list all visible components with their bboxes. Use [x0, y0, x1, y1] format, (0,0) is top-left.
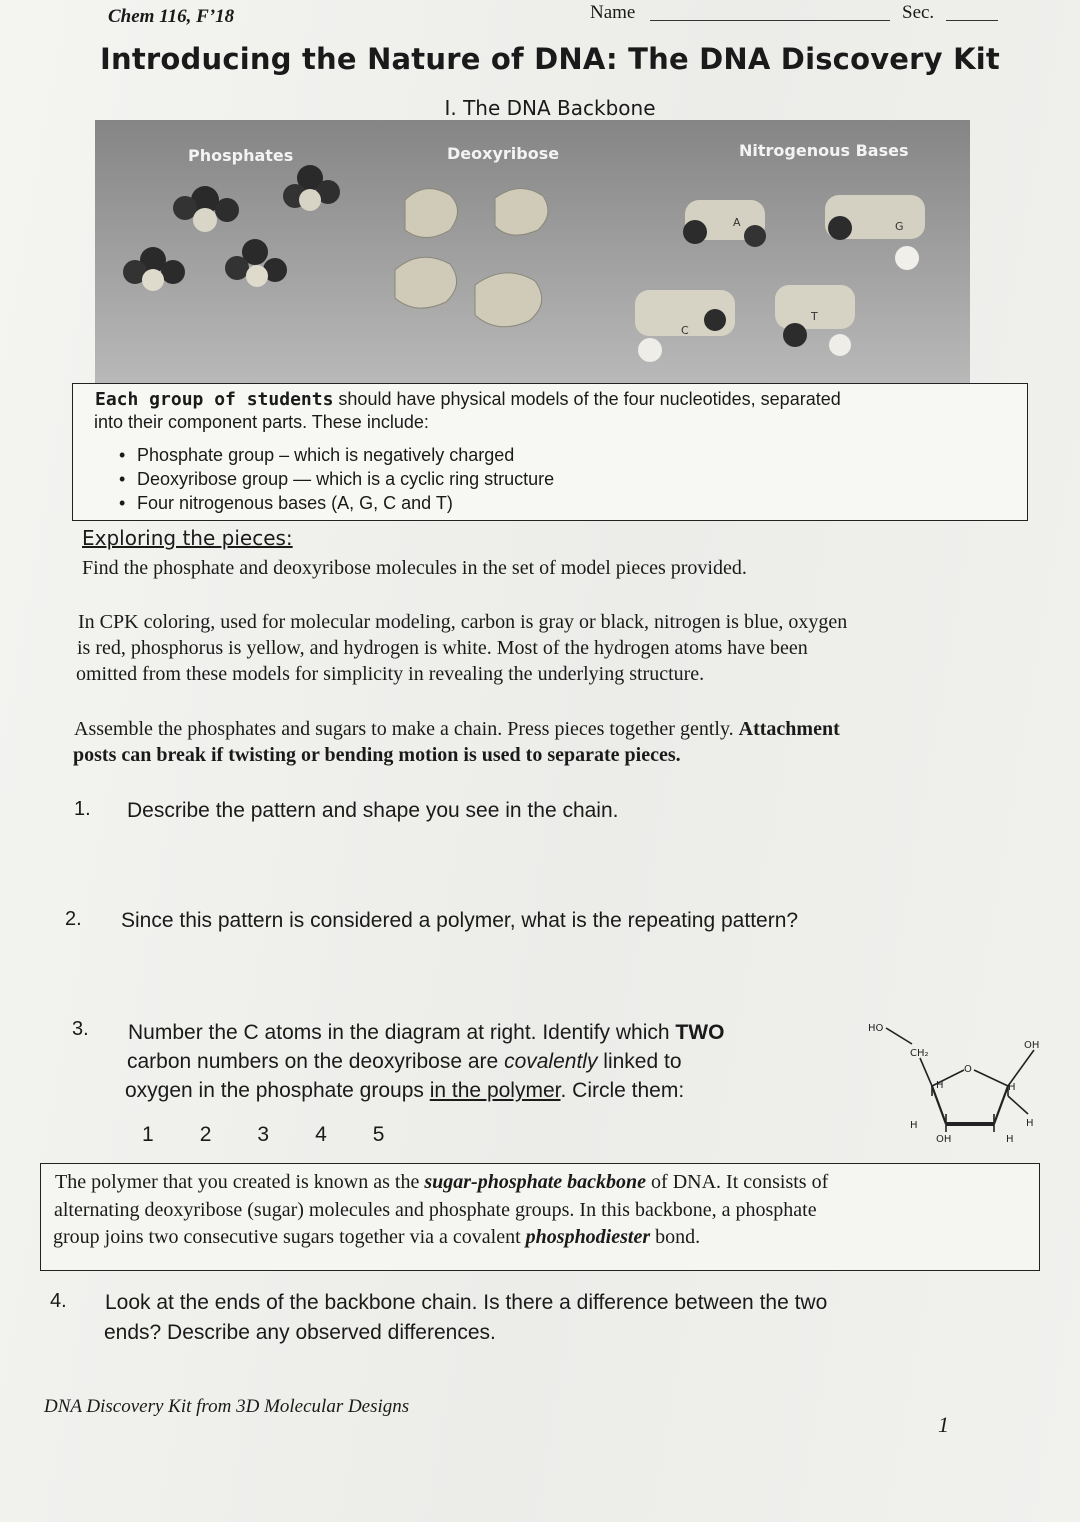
q3-line2-end: linked to — [597, 1050, 682, 1073]
diagram-label: O — [964, 1064, 972, 1075]
base-letter: C — [681, 324, 689, 337]
q3-in-the-polymer: in the polymer — [429, 1079, 561, 1102]
carbon-number-choices — [142, 1120, 430, 1149]
phosphate-model — [123, 165, 340, 291]
deoxyribose-diagram — [860, 1018, 1060, 1152]
assemble-line-1 — [74, 716, 840, 742]
page-title: Introducing the Nature of DNA: The DNA Discovery Kit — [100, 42, 1000, 76]
info-lead: Each group of students — [95, 389, 334, 410]
question-1-text: Describe the pattern and shape you see in the chain. — [127, 799, 619, 822]
question-3-line-3 — [125, 1076, 684, 1105]
cpk-line: is red, phosphorus is yellow, and hydrogen is white. Most of the hydrogen atoms have been — [77, 637, 808, 659]
question-1-number: 1. — [74, 798, 91, 820]
question-2-text: Since this pattern is considered a polymer, what is the repeating pattern? — [121, 909, 799, 932]
cpk-line: In CPK coloring, used for molecular modeling, carbon is gray or black, nitrogen is blue, oxygen — [78, 611, 848, 633]
base-letter: G — [895, 220, 904, 233]
deoxyribose-label: Deoxyribose — [447, 144, 560, 163]
choice-3[interactable]: 3 — [257, 1123, 270, 1146]
name-blank[interactable] — [650, 20, 890, 21]
q3-circle-them: . Circle them: — [560, 1079, 685, 1102]
choice-4[interactable]: 4 — [315, 1123, 327, 1146]
diagram-label: H — [1006, 1134, 1014, 1145]
choice-1[interactable]: 1 — [142, 1123, 154, 1146]
cpk-line: omitted from these models for simplicity in revealing the underlying structure. — [76, 663, 705, 685]
question-4-line-2: ends? Describe any observed differences. — [104, 1321, 496, 1344]
diagram-label: HO — [868, 1023, 884, 1034]
q3-covalently: covalently — [504, 1050, 598, 1073]
q3-line3-text: oxygen in the phosphate groups — [125, 1079, 430, 1102]
find-text: Find the phosphate and deoxyribose molecules in the set of model pieces provided. — [82, 557, 747, 579]
model-pieces-illustration — [95, 120, 970, 385]
diagram-label: H — [936, 1080, 944, 1091]
phosphates-label: Phosphates — [188, 146, 294, 165]
diagram-label: CH₂ — [910, 1048, 929, 1059]
info-line-1-rest: should have physical models of the four nucleotides, separated — [333, 389, 841, 409]
backbone-info-box — [40, 1163, 1040, 1271]
backbone-l1-c: of DNA. It consists of — [646, 1171, 829, 1193]
question-3-number: 3. — [72, 1018, 89, 1040]
question-3-line-1 — [128, 1018, 724, 1047]
choice-5[interactable]: 5 — [372, 1123, 385, 1146]
base-letter: A — [733, 216, 741, 229]
info-line-1 — [95, 389, 841, 410]
diagram-label: H — [910, 1120, 918, 1131]
section-title: I. The DNA Backbone — [444, 96, 656, 120]
backbone-l1-a: The polymer that you created is known as the — [55, 1171, 425, 1193]
diagram-label: OH — [1024, 1040, 1040, 1051]
backbone-l3-a: group joins two consecutive sugars together via a covalent — [53, 1226, 526, 1248]
name-label: Name — [590, 2, 636, 23]
footer-credit: DNA Discovery Kit from 3D Molecular Designs — [44, 1396, 410, 1417]
bullet-item: • Deoxyribose group — which is a cyclic ring structure — [137, 469, 554, 490]
choice-2[interactable]: 2 — [199, 1123, 212, 1146]
backbone-l3-c: bond. — [650, 1226, 701, 1248]
bullet-item: • Phosphate group – which is negatively charged — [137, 445, 514, 466]
section-blank[interactable] — [946, 20, 998, 21]
bullet-item: • Four nitrogenous bases (A, G, C and T) — [137, 493, 453, 514]
phosphodiester: phosphodiester — [525, 1226, 651, 1248]
page-number: 1 — [938, 1412, 949, 1437]
q3-line1-text: Number the C atoms in the diagram at right. Identify which — [128, 1021, 676, 1044]
base-letter: T — [811, 310, 818, 323]
model-pieces-photo — [95, 120, 970, 385]
exploring-heading: Exploring the pieces: — [82, 526, 293, 550]
assemble-warning-2: posts can break if twisting or bending motion is used to separate pieces. — [73, 744, 681, 766]
question-4-line-1: Look at the ends of the backbone chain. Is there a difference between the two — [105, 1291, 828, 1314]
sugar-phosphate-backbone: sugar-phosphate backbone — [424, 1171, 647, 1193]
question-4-number: 4. — [50, 1290, 67, 1312]
q3-two: TWO — [675, 1021, 725, 1044]
section-label: Sec. — [902, 2, 935, 23]
diagram-label: OH — [936, 1134, 952, 1145]
diagram-label: H — [1008, 1082, 1016, 1093]
diagram-label: H — [1026, 1118, 1034, 1129]
backbone-line-3 — [53, 1224, 700, 1250]
nitrogenous-bases-label: Nitrogenous Bases — [739, 141, 909, 160]
question-2-number: 2. — [65, 908, 82, 930]
backbone-line-1 — [55, 1169, 828, 1195]
deoxyribose-model — [395, 188, 548, 326]
info-box — [72, 383, 1028, 521]
assemble-plain: Assemble the phosphates and sugars to make a chain. Press pieces together gently. — [74, 718, 739, 740]
q3-line2-text: carbon numbers on the deoxyribose are — [127, 1050, 505, 1073]
info-line-2: into their component parts. These include: — [94, 412, 429, 432]
course-label: Chem 116, F’18 — [108, 6, 235, 27]
assemble-warning-1: Attachment — [738, 718, 840, 740]
question-3-line-2 — [127, 1047, 682, 1076]
backbone-line-2: alternating deoxyribose (sugar) molecules and phosphate groups. In this backbone, a phosphate — [54, 1199, 817, 1221]
nitrogenous-base-model — [635, 195, 925, 362]
